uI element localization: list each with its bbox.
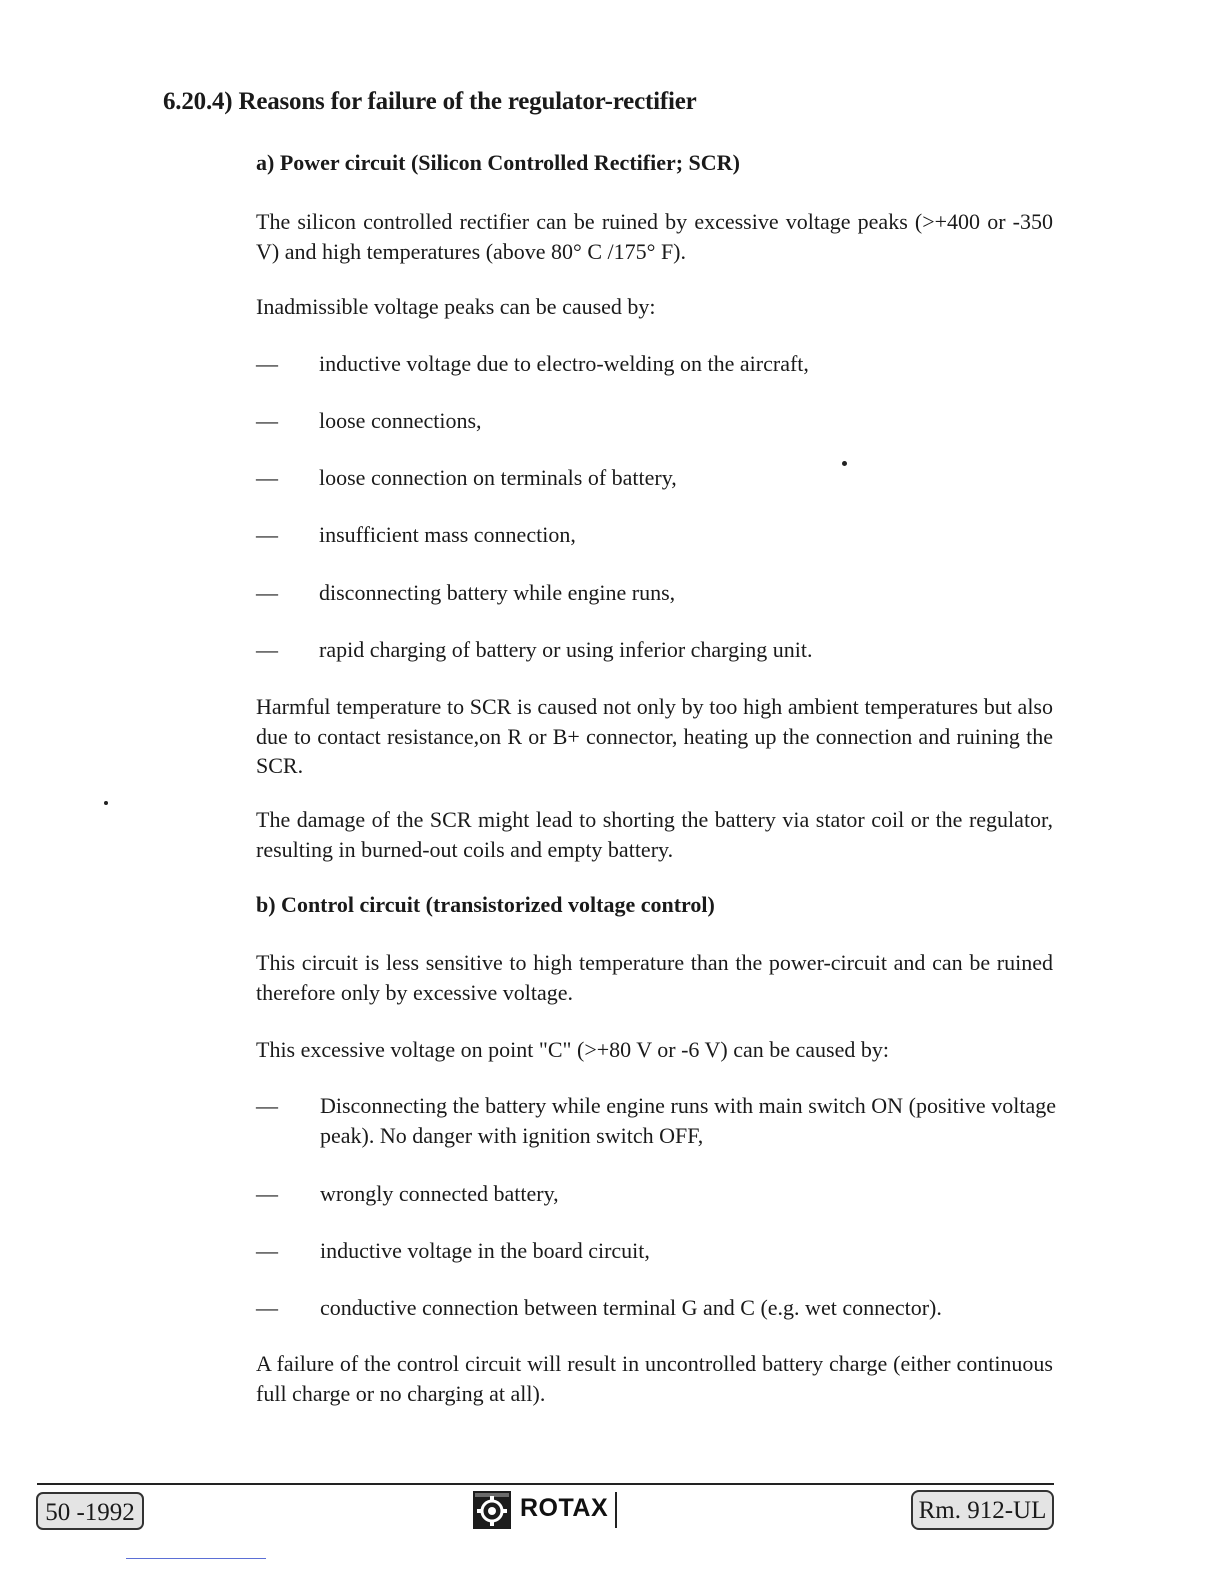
list-dash: — (256, 580, 278, 605)
list-dash: — (256, 522, 278, 547)
section-heading: 6.20.4) Reasons for failure of the regulator-rectifier (163, 88, 697, 115)
list-dash: — (256, 1093, 278, 1118)
paragraph-a4: The damage of the SCR might lead to shorting the battery via stator coil or the regulator, resulting in burned-out coils and empty battery. (256, 807, 1053, 862)
list-dash: — (256, 465, 278, 490)
reference-box: Rm. 912-UL (911, 1490, 1054, 1530)
paragraph-b3: A failure of the control circuit will result in uncontrolled battery charge (either continuous full charge or no charging at all). (256, 1351, 1053, 1406)
list-item-text: inductive voltage in the board circuit, (320, 1238, 650, 1263)
scan-speck (842, 461, 847, 466)
subsection-a-title: a) Power circuit (Silicon Controlled Rectifier; SCR) (256, 150, 740, 175)
paragraph-a3: Harmful temperature to SCR is caused not only by too high ambient temperatures but also due to contact resistance,on R or B+ connector, heating up the connection and ruining the SCR. (256, 694, 1053, 778)
list-item-text: loose connection on terminals of battery, (319, 465, 677, 490)
scan-speck (104, 801, 108, 805)
logo-bar (615, 1492, 617, 1528)
list-item-text: disconnecting battery while engine runs, (319, 580, 676, 605)
list-item-text: Disconnecting the battery while engine runs with main switch ON (positive voltage peak). No danger with ignition switch OFF, (320, 1093, 1056, 1148)
list-item-text: wrongly connected battery, (320, 1181, 559, 1206)
subsection-b-title: b) Control circuit (transistorized voltage control) (256, 892, 715, 917)
footer-rule (37, 1483, 1054, 1485)
list-item-text: loose connections, (319, 408, 482, 433)
paragraph-a2: Inadmissible voltage peaks can be caused by: (256, 294, 656, 319)
list-dash: — (256, 408, 278, 433)
logo-text: ROTAX (520, 1494, 609, 1522)
list-dash: — (256, 637, 278, 662)
paragraph-b1: This circuit is less sensitive to high temperature than the power-circuit and can be ruined therefore only by excessive voltage. (256, 950, 1053, 1005)
paragraph-a1: The silicon controlled rectifier can be ruined by excessive voltage peaks (>+400 or -350 V) and high temperatures (above 80° C /175° F). (256, 209, 1053, 264)
list-item-text: inductive voltage due to electro-welding on the aircraft, (319, 351, 809, 376)
rotax-logo (472, 1490, 617, 1530)
date-box: 50 -1992 (36, 1492, 144, 1530)
list-item-text: rapid charging of battery or using inferior charging unit. (319, 637, 813, 662)
bottom-blue-rule (126, 1558, 266, 1559)
list-item-text: conductive connection between terminal G and C (e.g. wet connector). (320, 1295, 942, 1320)
gear-logo-icon (472, 1490, 512, 1530)
list-item-text: insufficient mass connection, (319, 522, 576, 547)
list-dash: — (256, 1295, 278, 1320)
list-dash: — (256, 351, 278, 376)
list-dash: — (256, 1238, 278, 1263)
paragraph-b2: This excessive voltage on point "C" (>+80 V or -6 V) can be caused by: (256, 1037, 889, 1062)
list-dash: — (256, 1181, 278, 1206)
